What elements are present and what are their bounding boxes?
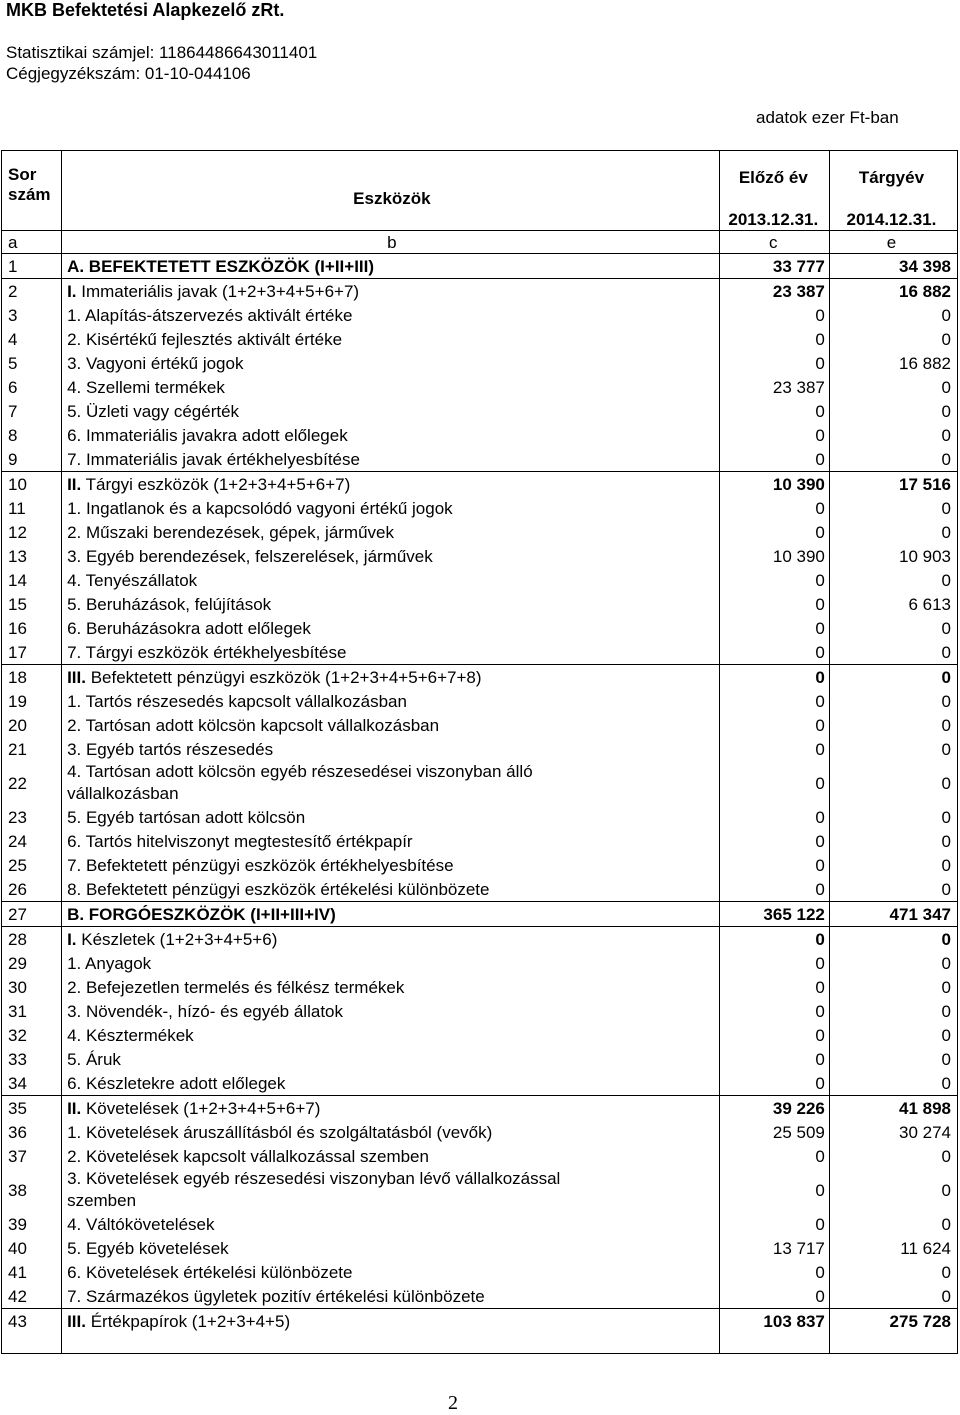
row-current-value: 6 613 (908, 594, 951, 614)
row-number: 40 (2, 1236, 62, 1260)
row-label: 5. Egyéb követelések (67, 1238, 229, 1258)
row-current-value: 0 (941, 401, 951, 421)
row-number: 13 (2, 544, 62, 568)
row-number: 19 (2, 689, 62, 713)
row-number: 4 (2, 327, 62, 351)
row-current-value: 0 (941, 831, 951, 851)
row-label-cell (62, 1023, 720, 1047)
row-current-value: 0 (941, 715, 951, 735)
table-row (2, 1096, 958, 1121)
row-number: 30 (2, 975, 62, 999)
row-current-value: 0 (941, 377, 951, 397)
row-label-cell (62, 520, 720, 544)
row-number: 31 (2, 999, 62, 1023)
row-number: 22 (2, 761, 62, 805)
row-label-cell (62, 327, 720, 351)
row-number: 11 (2, 496, 62, 520)
header-sor-line2: szám (8, 185, 51, 204)
row-number: 21 (2, 737, 62, 761)
row-current-value: 0 (941, 425, 951, 445)
row-number: 16 (2, 616, 62, 640)
row-prev-value: 0 (719, 520, 829, 544)
row-current-value: 0 (941, 1049, 951, 1069)
row-label-cell (62, 279, 720, 304)
row-label-cell (62, 1071, 720, 1096)
row-current-value: 41 898 (829, 1096, 957, 1121)
row-label-cell (62, 375, 720, 399)
table-row (2, 616, 958, 640)
table-row (2, 1047, 958, 1071)
row-prev-value: 23 387 (719, 279, 829, 304)
row-label: 3. Követelések egyéb részesedési viszonyban lévő vállalkozással szemben (67, 1169, 566, 1210)
row-label: 4. Tenyészállatok (67, 570, 198, 590)
row-number: 15 (2, 592, 62, 616)
header-current-year: Tárgyév (858, 168, 925, 187)
row-label-cell (62, 689, 720, 713)
row-prev-value: 0 (719, 496, 829, 520)
row-label: A. BEFEKTETETT ESZKÖZÖK (I+II+III) (67, 256, 375, 276)
row-number: 5 (2, 351, 62, 375)
header-eszkozok: Eszközök (62, 151, 720, 231)
row-current-value: 0 (941, 739, 951, 759)
row-number: 33 (2, 1047, 62, 1071)
row-prev-value: 0 (719, 689, 829, 713)
row-current-value: 16 882 (829, 279, 957, 304)
table-row (2, 1236, 958, 1260)
row-label: 6. Követelések értékelési különbözete (67, 1262, 353, 1282)
row-prev-value: 0 (719, 1212, 829, 1236)
row-label-cell (62, 927, 720, 952)
row-current-value: 30 274 (899, 1122, 951, 1142)
row-label-cell (62, 713, 720, 737)
row-prev-value: 0 (719, 853, 829, 877)
row-prev-value: 10 390 (719, 472, 829, 497)
table-row (2, 853, 958, 877)
row-prev-value: 365 122 (719, 902, 829, 927)
row-number: 42 (2, 1284, 62, 1309)
row-label-cell (62, 665, 720, 690)
row-prev-value: 0 (719, 713, 829, 737)
row-number: 9 (2, 447, 62, 472)
table-row (2, 472, 958, 497)
row-label-cell (62, 1236, 720, 1260)
row-label: 3. Egyéb tartós részesedés (67, 739, 274, 759)
row-prev-value: 0 (719, 303, 829, 327)
row-number: 8 (2, 423, 62, 447)
row-label: 1. Tartós részesedés kapcsolt vállalkozásban (67, 691, 407, 711)
row-number: 26 (2, 877, 62, 902)
header-current-date: 2014.12.31. (846, 210, 937, 229)
row-label: 7. Befektetett pénzügyi eszközök értékhelyesbítése (67, 855, 454, 875)
row-label-cell (62, 1212, 720, 1236)
row-label-cell (62, 1309, 720, 1334)
row-prev-value: 0 (719, 665, 829, 690)
row-prev-value: 25 509 (719, 1120, 829, 1144)
header-prev-date: 2013.12.31. (719, 209, 829, 231)
row-label: 7. Immateriális javak értékhelyesbítése (67, 449, 360, 469)
row-number: 14 (2, 568, 62, 592)
row-number: 6 (2, 375, 62, 399)
row-label-cell (62, 761, 720, 805)
row-current-value: 0 (941, 1286, 951, 1306)
table-row (2, 877, 958, 902)
row-label: 4. Váltókövetelések (67, 1214, 215, 1234)
row-current-value: 0 (941, 691, 951, 711)
row-current-value: 0 (941, 329, 951, 349)
row-label: 5. Üzleti vagy cégérték (67, 401, 240, 421)
row-label: 4. Tartósan adott kölcsön egyéb részesedései viszonyban álló vállalkozásban (67, 762, 538, 803)
row-current-value: 0 (941, 1214, 951, 1234)
table-row (2, 902, 958, 927)
row-number: 38 (2, 1168, 62, 1212)
row-current-value: 0 (941, 642, 951, 662)
row-number: 18 (2, 665, 62, 690)
row-prev-value: 0 (719, 1047, 829, 1071)
row-current-value: 0 (941, 618, 951, 638)
row-prev-value: 0 (719, 1284, 829, 1309)
row-prev-value: 0 (719, 592, 829, 616)
row-label: B. FORGÓESZKÖZÖK (I+II+III+IV) (67, 904, 336, 924)
row-prev-value: 23 387 (719, 375, 829, 399)
row-number: 34 (2, 1071, 62, 1096)
row-label: 7. Származékos ügyletek pozitív értékelési különbözete (67, 1286, 485, 1306)
row-number: 43 (2, 1309, 62, 1334)
col-letter-e: e (829, 231, 957, 254)
row-label-cell (62, 1284, 720, 1309)
row-label: 5. Egyéb tartósan adott kölcsön (67, 807, 306, 827)
row-label: 2. Követelések kapcsolt vállalkozással szemben (67, 1146, 429, 1166)
row-prev-value: 0 (719, 447, 829, 472)
row-prev-value: 0 (719, 351, 829, 375)
row-current-value: 34 398 (829, 254, 957, 279)
row-prev-value: 0 (719, 327, 829, 351)
row-number: 20 (2, 713, 62, 737)
row-label: 4. Késztermékek (67, 1025, 194, 1045)
table-row (2, 640, 958, 665)
row-prev-value: 0 (719, 927, 829, 952)
row-prev-value: 0 (719, 761, 829, 805)
row-label: 6. Beruházásokra adott előlegek (67, 618, 311, 638)
row-prev-value: 0 (719, 568, 829, 592)
row-label: 6. Immateriális javakra adott előlegek (67, 425, 348, 445)
row-label-cell (62, 303, 720, 327)
table-row (2, 713, 958, 737)
row-label-cell (62, 737, 720, 761)
row-label-cell (62, 472, 720, 497)
page-number: 2 (448, 1392, 458, 1414)
row-number: 1 (2, 254, 62, 279)
table-row (2, 1071, 958, 1096)
row-prev-value: 0 (719, 399, 829, 423)
row-prev-value: 0 (719, 805, 829, 829)
row-current-value: 0 (941, 855, 951, 875)
row-label: Követelések (1+2+3+4+5+6+7) (81, 1098, 321, 1118)
row-label-cell (62, 1096, 720, 1121)
table-row (2, 327, 958, 351)
table-row (2, 1212, 958, 1236)
row-prev-value: 10 390 (719, 544, 829, 568)
row-label-cell (62, 568, 720, 592)
row-label: 1. Anyagok (67, 953, 152, 973)
row-number: 36 (2, 1120, 62, 1144)
row-current-value: 0 (941, 498, 951, 518)
row-label: Készletek (1+2+3+4+5+6) (76, 929, 278, 949)
table-row (2, 689, 958, 713)
table-row (2, 447, 958, 472)
row-label-cell (62, 853, 720, 877)
table-row (2, 999, 958, 1023)
col-letter-c: c (719, 231, 829, 254)
row-label-cell (62, 592, 720, 616)
row-number: 25 (2, 853, 62, 877)
row-current-value: 10 903 (899, 546, 951, 566)
row-number: 2 (2, 279, 62, 304)
row-label: 7. Tárgyi eszközök értékhelyesbítése (67, 642, 347, 662)
table-row (2, 303, 958, 327)
table-row (2, 737, 958, 761)
row-current-value: 275 728 (829, 1309, 957, 1334)
row-current-value: 0 (941, 570, 951, 590)
row-number: 41 (2, 1260, 62, 1284)
row-number: 39 (2, 1212, 62, 1236)
row-label: 1. Ingatlanok és a kapcsolódó vagyoni értékű jogok (67, 498, 453, 518)
header-sor (2, 151, 62, 231)
row-number: 27 (2, 902, 62, 927)
row-number: 10 (2, 472, 62, 497)
row-prev-value: 39 226 (719, 1096, 829, 1121)
row-label: 3. Vagyoni értékű jogok (67, 353, 244, 373)
row-label-cell (62, 805, 720, 829)
row-current-value: 0 (941, 953, 951, 973)
row-current-value: 0 (941, 1180, 951, 1200)
table-row (2, 254, 958, 279)
row-prev-value: 0 (719, 829, 829, 853)
row-prev-value: 0 (719, 975, 829, 999)
row-roman-numeral: III. (67, 1311, 86, 1331)
row-prev-value: 0 (719, 1071, 829, 1096)
table-row (2, 1144, 958, 1168)
row-label-cell (62, 423, 720, 447)
row-roman-numeral: I. (67, 281, 77, 301)
table-row (2, 520, 958, 544)
table-row (2, 399, 958, 423)
row-current-value: 0 (941, 522, 951, 542)
row-number: 7 (2, 399, 62, 423)
table-row (2, 1284, 958, 1309)
row-number: 12 (2, 520, 62, 544)
row-label: 2. Kisértékű fejlesztés aktivált értéke (67, 329, 343, 349)
row-label: 5. Áruk (67, 1049, 121, 1069)
row-roman-numeral: II. (67, 1098, 82, 1118)
table-row (2, 761, 958, 805)
row-label-cell (62, 447, 720, 472)
row-number: 28 (2, 927, 62, 952)
row-label-cell (62, 999, 720, 1023)
row-number: 23 (2, 805, 62, 829)
row-label: Immateriális javak (1+2+3+4+5+6+7) (76, 281, 360, 301)
row-label-cell (62, 829, 720, 853)
row-roman-numeral: I. (67, 929, 77, 949)
row-label: Értékpapírok (1+2+3+4+5) (85, 1311, 291, 1331)
row-prev-value: 33 777 (719, 254, 829, 279)
row-label-cell (62, 1120, 720, 1144)
row-label-cell (62, 902, 720, 927)
row-label-cell (62, 1047, 720, 1071)
statistical-number: Statisztikai számjel: 11864486643011401 (6, 43, 318, 62)
table-row (2, 829, 958, 853)
table-row (2, 496, 958, 520)
table-row (2, 568, 958, 592)
table-row (2, 279, 958, 304)
row-number: 32 (2, 1023, 62, 1047)
row-prev-value: 0 (719, 877, 829, 902)
row-current-value: 0 (941, 773, 951, 793)
row-prev-value: 0 (719, 1023, 829, 1047)
row-current-value: 0 (941, 1262, 951, 1282)
row-label: 5. Beruházások, felújítások (67, 594, 272, 614)
row-prev-value: 0 (719, 951, 829, 975)
row-current-value: 17 516 (829, 472, 957, 497)
row-label-cell (62, 254, 720, 279)
row-current-value: 0 (941, 305, 951, 325)
row-label: 1. Alapítás-átszervezés aktivált értéke (67, 305, 353, 325)
row-current-value: 11 624 (900, 1238, 951, 1258)
row-current-value: 0 (941, 1025, 951, 1045)
table-bottom-padding (2, 1333, 958, 1354)
table-row (2, 665, 958, 690)
row-label-cell (62, 544, 720, 568)
table-row (2, 1309, 958, 1334)
row-label-cell (62, 975, 720, 999)
row-current-value: 0 (941, 879, 951, 899)
company-name: MKB Befektetési Alapkezelő zRt. (6, 0, 285, 20)
row-prev-value: 0 (719, 1144, 829, 1168)
row-current-value: 0 (941, 449, 951, 469)
row-label: 2. Tartósan adott kölcsön kapcsolt vállalkozásban (67, 715, 440, 735)
row-label: 3. Egyéb berendezések, felszerelések, járművek (67, 546, 433, 566)
row-prev-value: 103 837 (719, 1309, 829, 1334)
row-label: 6. Tartós hitelviszonyt megtestesítő értékpapír (67, 831, 413, 851)
row-label: Befektetett pénzügyi eszközök (1+2+3+4+5+6+7+8) (85, 667, 482, 687)
row-label-cell (62, 1260, 720, 1284)
row-prev-value: 0 (719, 640, 829, 665)
table-row (2, 1260, 958, 1284)
row-current-value: 0 (941, 807, 951, 827)
row-label-cell (62, 496, 720, 520)
row-label: Tárgyi eszközök (1+2+3+4+5+6+7) (81, 474, 351, 494)
col-letter-b: b (62, 231, 720, 254)
row-label-cell (62, 616, 720, 640)
row-number: 37 (2, 1144, 62, 1168)
registry-number: Cégjegyzékszám: 01-10-044106 (6, 64, 251, 83)
col-letter-a: a (2, 231, 62, 254)
table-row (2, 351, 958, 375)
table-row (2, 975, 958, 999)
row-label-cell (62, 1168, 720, 1212)
row-prev-value: 0 (719, 1168, 829, 1212)
row-label: 1. Követelések áruszállításból és szolgáltatásból (vevők) (67, 1122, 493, 1142)
header-sor-line1: Sor (8, 165, 37, 184)
row-number: 29 (2, 951, 62, 975)
row-current-value: 0 (829, 665, 957, 690)
row-label: 6. Készletekre adott előlegek (67, 1073, 286, 1093)
row-current-value: 0 (941, 1073, 951, 1093)
row-label-cell (62, 877, 720, 902)
table-row (2, 1023, 958, 1047)
row-prev-value: 0 (719, 616, 829, 640)
table-row (2, 592, 958, 616)
row-number: 3 (2, 303, 62, 327)
row-prev-value: 0 (719, 423, 829, 447)
table-row (2, 1120, 958, 1144)
table-row (2, 951, 958, 975)
row-roman-numeral: III. (67, 667, 86, 687)
row-number: 17 (2, 640, 62, 665)
row-label: 4. Szellemi termékek (67, 377, 225, 397)
row-label-cell (62, 951, 720, 975)
row-prev-value: 0 (719, 999, 829, 1023)
row-current-value: 16 882 (899, 353, 951, 373)
row-prev-value: 13 717 (719, 1236, 829, 1260)
row-prev-value: 0 (719, 737, 829, 761)
table-row (2, 805, 958, 829)
row-label: 8. Befektetett pénzügyi eszközök értékelési különbözete (67, 879, 490, 899)
table-row (2, 544, 958, 568)
row-label-cell (62, 1144, 720, 1168)
table-row (2, 375, 958, 399)
row-label-cell (62, 351, 720, 375)
row-label-cell (62, 399, 720, 423)
row-current-value: 0 (941, 977, 951, 997)
row-label: 2. Befejezetlen termelés és félkész termékek (67, 977, 405, 997)
row-current-value: 471 347 (829, 902, 957, 927)
row-label-cell (62, 640, 720, 665)
row-current-value: 0 (941, 1146, 951, 1166)
row-number: 24 (2, 829, 62, 853)
table-row (2, 1168, 958, 1212)
row-roman-numeral: II. (67, 474, 82, 494)
row-current-value: 0 (941, 1001, 951, 1021)
table-row (2, 423, 958, 447)
row-current-value: 0 (829, 927, 957, 952)
header-prev-year: Előző év (719, 151, 829, 210)
unit-note: adatok ezer Ft-ban (756, 108, 899, 127)
row-prev-value: 0 (719, 1260, 829, 1284)
assets-table (1, 150, 958, 1354)
table-row (2, 927, 958, 952)
row-number: 35 (2, 1096, 62, 1121)
row-label: 3. Növendék-, hízó- és egyéb állatok (67, 1001, 343, 1021)
row-label: 2. Műszaki berendezések, gépek, járművek (67, 522, 395, 542)
